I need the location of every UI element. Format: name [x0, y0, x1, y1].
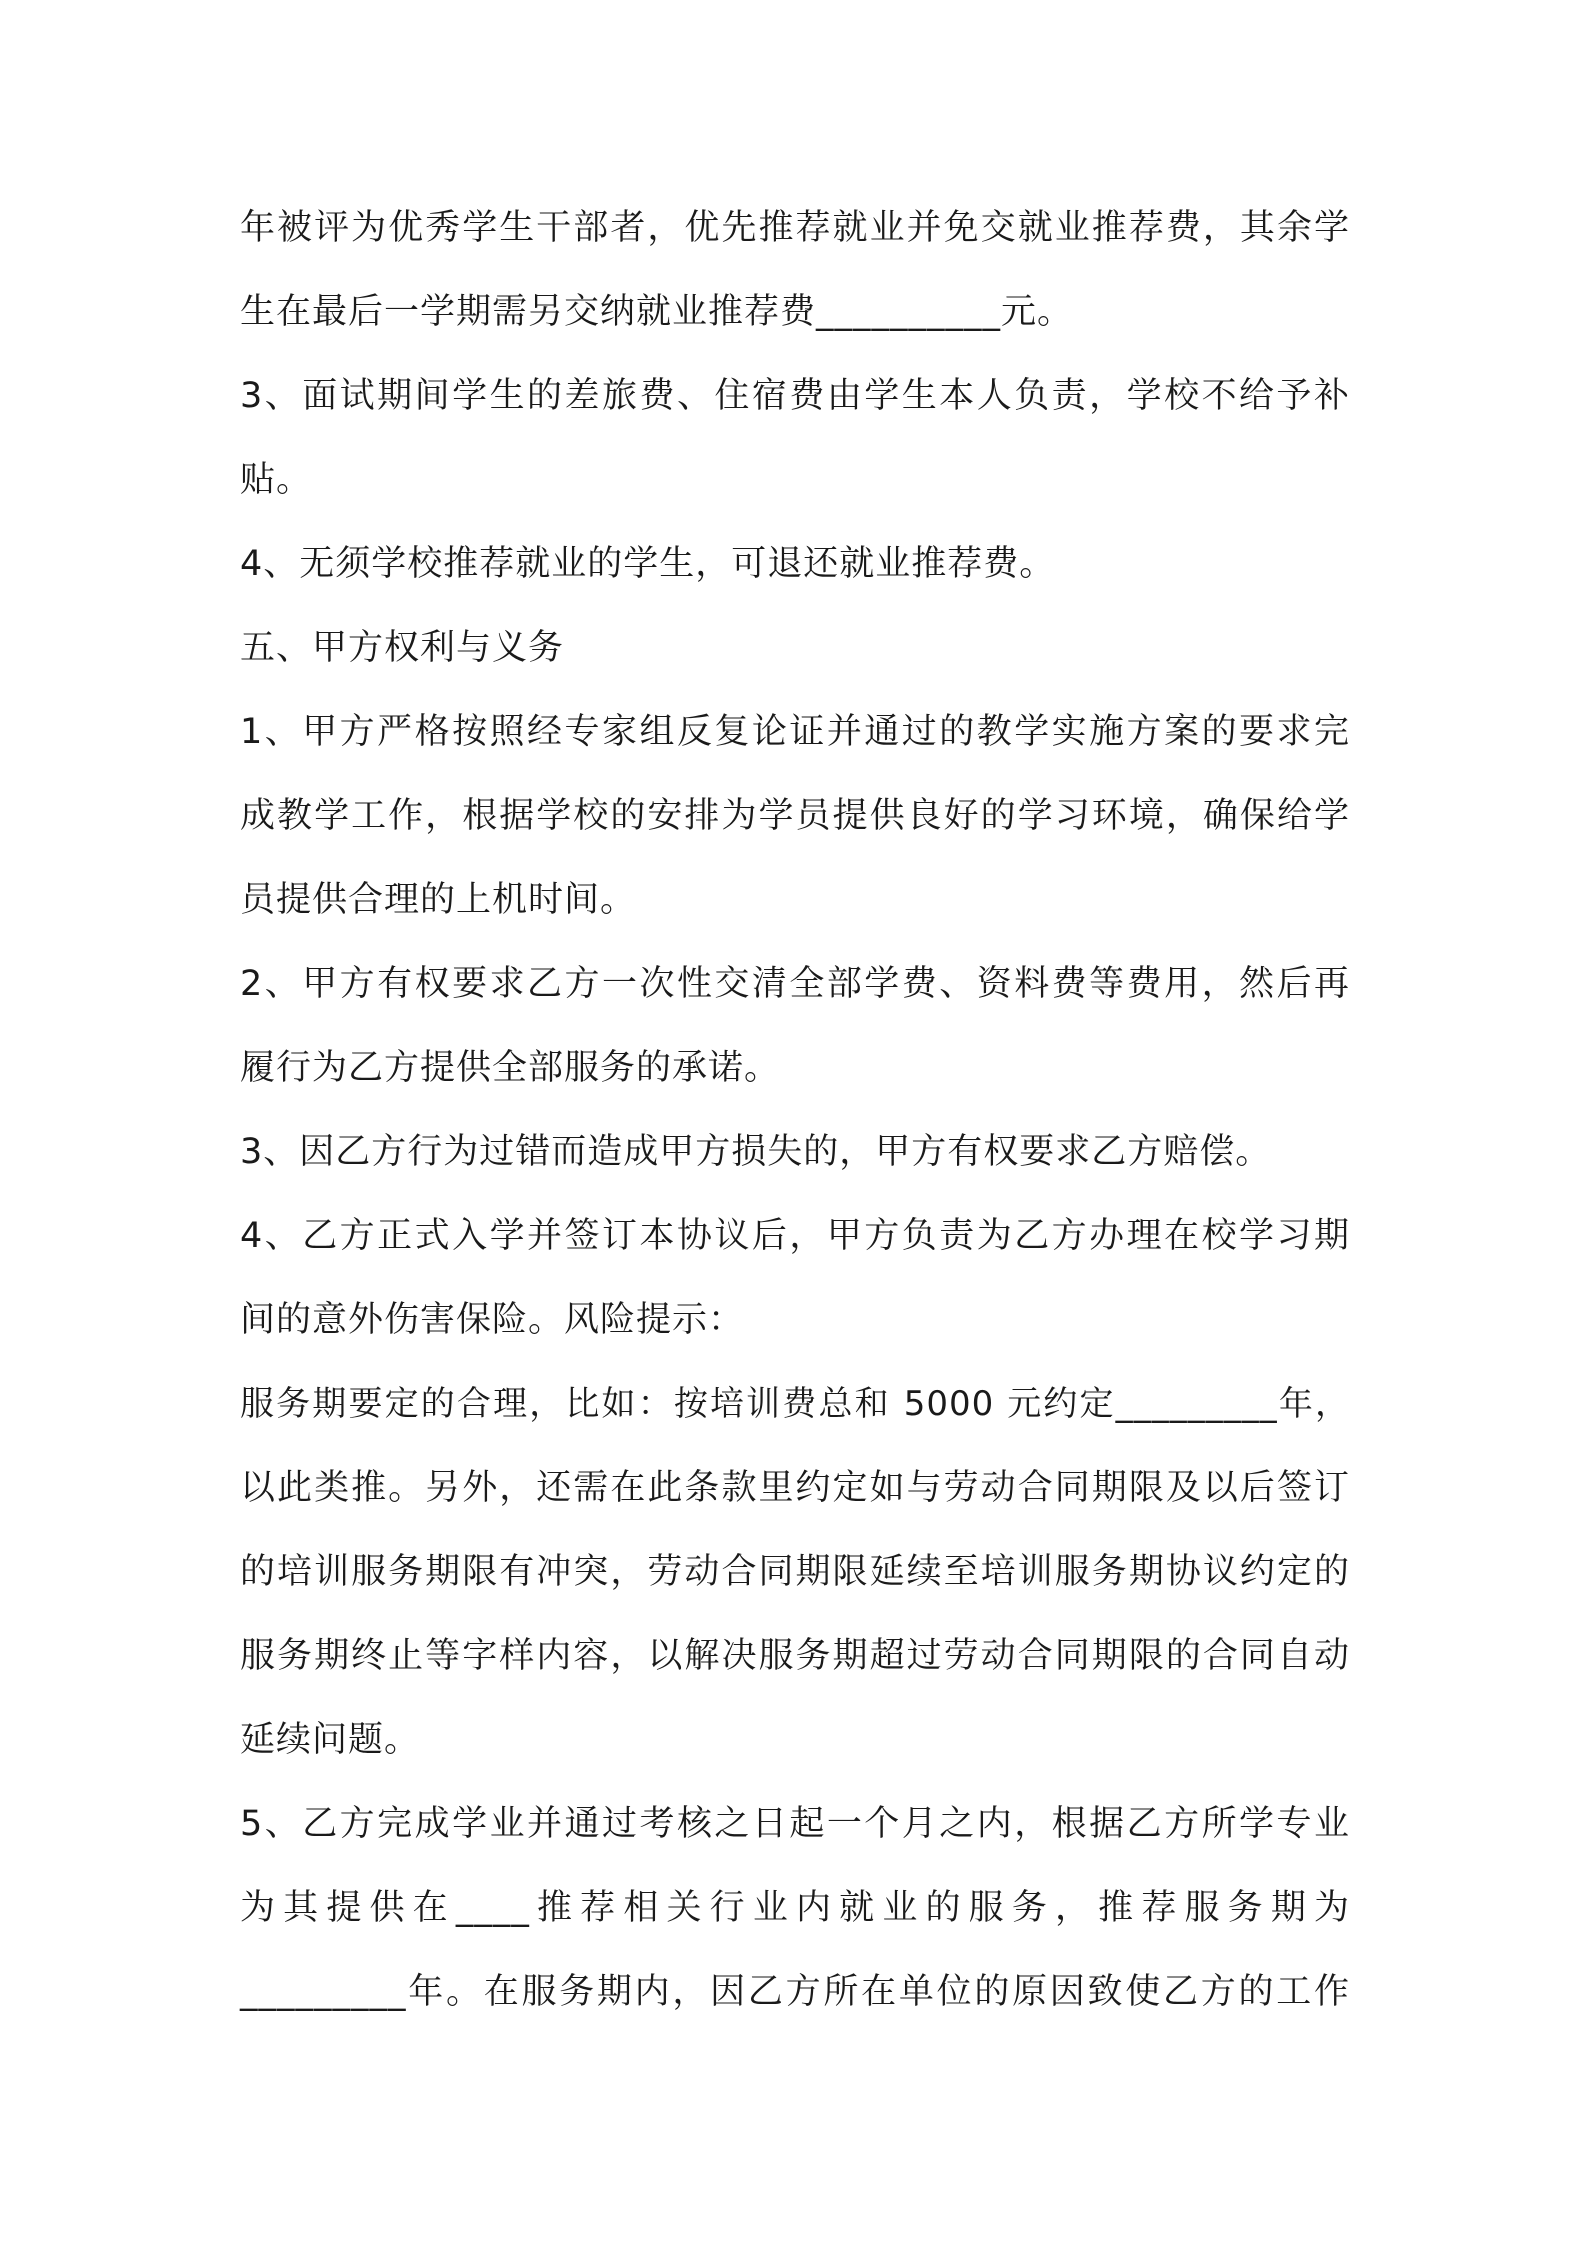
paragraph-line: 以此类推。另外，还需在此条款里约定如与劳动合同期限及以后签订	[240, 1468, 1350, 1508]
paragraph-line: 员提供合理的上机时间。	[240, 880, 637, 920]
paragraph-line: 年被评为优秀学生干部者，优先推荐就业并免交就业推荐费，其余学	[240, 208, 1350, 248]
paragraph-line: 延续问题。	[240, 1720, 421, 1760]
paragraph-line: 5、乙方完成学业并通过考核之日起一个月之内，根据乙方所学专业	[240, 1804, 1350, 1844]
paragraph-line: 为其提供在____推荐相关行业内就业的服务，推荐服务期为	[240, 1888, 1350, 1928]
section-heading: 五、甲方权利与义务	[240, 628, 565, 668]
paragraph-line: 4、无须学校推荐就业的学生，可退还就业推荐费。	[240, 544, 1056, 584]
paragraph-line: 间的意外伤害保险。风险提示：	[240, 1300, 745, 1340]
paragraph-line: 服务期终止等字样内容，以解决服务期超过劳动合同期限的合同自动	[240, 1636, 1350, 1676]
paragraph-line: 3、因乙方行为过错而造成甲方损失的，甲方有权要求乙方赔偿。	[240, 1132, 1272, 1172]
paragraph-line: 3、面试期间学生的差旅费、住宿费由学生本人负责，学校不给予补	[240, 376, 1350, 416]
paragraph-line: 1、甲方严格按照经专家组反复论证并通过的教学实施方案的要求完	[240, 712, 1350, 752]
paragraph-line: 2、甲方有权要求乙方一次性交清全部学费、资料费等费用，然后再	[240, 964, 1350, 1004]
paragraph-line: 4、乙方正式入学并签订本协议后，甲方负责为乙方办理在校学习期	[240, 1216, 1350, 1256]
paragraph-line: 的培训服务期限有冲突，劳动合同期限延续至培训服务期协议约定的	[240, 1552, 1350, 1592]
paragraph-line: 生在最后一学期需另交纳就业推荐费__________元。	[240, 292, 1074, 332]
paragraph-line: 成教学工作，根据学校的安排为学员提供良好的学习环境，确保给学	[240, 796, 1350, 836]
paragraph-line: 履行为乙方提供全部服务的承诺。	[240, 1048, 781, 1088]
paragraph-line: _________年。在服务期内，因乙方所在单位的原因致使乙方的工作	[240, 1972, 1350, 2012]
paragraph-line: 贴。	[240, 460, 313, 500]
paragraph-line: 服务期要定的合理，比如：按培训费总和 5000 元约定_________年，	[240, 1384, 1350, 1424]
